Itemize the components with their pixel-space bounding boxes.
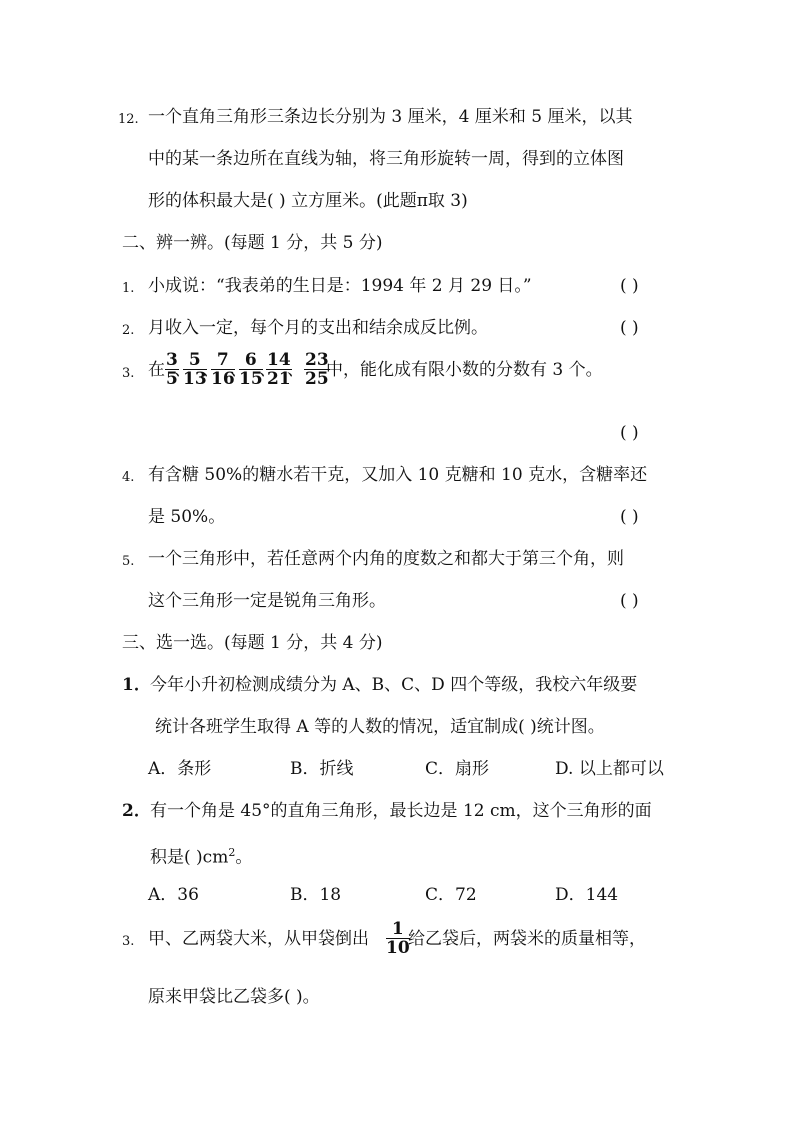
answer-bracket: ( ) <box>620 423 639 443</box>
fraction: $\frac{7}{16}$ <box>211 350 235 389</box>
fraction: $\frac{3}{5}$ <box>166 350 178 389</box>
separator: 、 <box>202 360 219 380</box>
option: B．18 <box>290 885 342 905</box>
option: A．条形 <box>148 759 212 779</box>
item-number: 3. <box>122 366 135 381</box>
answer-bracket: ( ) <box>620 318 639 338</box>
question-number: 12. <box>118 112 139 127</box>
question-number: 1． <box>122 675 151 695</box>
item-text-prefix: 在 <box>148 360 165 380</box>
fraction: $\frac{1}{10}$ <box>386 919 410 958</box>
item-text: 月收入一定，每个月的支出和结余成反比例。 <box>148 318 488 338</box>
separator: 、 <box>230 360 247 380</box>
fraction: $\frac{5}{13}$ <box>183 350 207 389</box>
item-text-line: 这个三角形一定是锐角三角形。 <box>148 591 386 611</box>
item-number: 5. <box>122 554 135 569</box>
question-text-line: 积是( )$cm^2$。 <box>150 846 253 868</box>
section-title: 三、选一选。(每题 1 分，共 4 分) <box>122 633 383 653</box>
separator: 、 <box>259 360 276 380</box>
option: B．折线 <box>290 759 354 779</box>
question-text-prefix: 甲、乙两袋大米，从甲袋倒出 <box>148 929 369 949</box>
fraction: $\frac{6}{15}$ <box>239 350 263 389</box>
question-text-line: 今年小升初检测成绩分为 A、B、C、D 四个等级，我校六年级要 <box>150 675 638 695</box>
item-number: 2. <box>122 323 135 338</box>
item-number: 4. <box>122 470 135 485</box>
item-number: 1. <box>122 281 135 296</box>
question-number: 3. <box>122 934 135 949</box>
question-text-suffix: 给乙袋后，两袋米的质量相等， <box>408 929 646 949</box>
item-text-line: 是 50%。 <box>148 507 226 527</box>
answer-bracket: ( ) <box>620 507 639 527</box>
option: C．扇形 <box>425 759 490 779</box>
question-text-line: 中的某一条边所在直线为轴，将三角形旋转一周，得到的立体图 <box>148 149 624 169</box>
question-text-line: 形的体积最大是( ) 立方厘米。(此题π取 3) <box>148 191 468 211</box>
option: A．36 <box>148 885 199 905</box>
option: D．144 <box>555 885 619 905</box>
separator: 、 <box>174 360 191 380</box>
fraction: $\frac{14}{21}$ <box>267 350 291 389</box>
question-text-line: 原来甲袋比乙袋多( )。 <box>148 987 320 1007</box>
answer-bracket: ( ) <box>620 276 639 296</box>
question-text-line: 一个直角三角形三条边长分别为 3 厘米，4 厘米和 5 厘米，以其 <box>148 107 633 127</box>
question-text-line: 有一个角是 45°的直角三角形，最长边是 12 cm，这个三角形的面 <box>150 801 652 821</box>
separator: 、 <box>287 360 304 380</box>
section-title: 二、辨一辨。(每题 1 分，共 5 分) <box>122 233 383 253</box>
item-text-line: 有含糖 50%的糖水若干克，又加入 10 克糖和 10 克水，含糖率还 <box>148 465 648 485</box>
question-number: 2． <box>122 801 151 821</box>
question-text-line: 统计各班学生取得 A 等的人数的情况，适宜制成( )统计图。 <box>155 717 605 737</box>
fraction: $\frac{23}{25}$ <box>305 350 329 389</box>
answer-bracket: ( ) <box>620 591 639 611</box>
option: C．72 <box>425 885 477 905</box>
option: D. 以上都可以 <box>555 759 664 779</box>
item-text-suffix: 中，能化成有限小数的分数有 3 个。 <box>326 360 603 380</box>
item-text: 小成说：“我表弟的生日是：1994 年 2 月 29 日。” <box>148 276 532 296</box>
item-text-line: 一个三角形中，若任意两个内角的度数之和都大于第三个角，则 <box>148 549 624 569</box>
